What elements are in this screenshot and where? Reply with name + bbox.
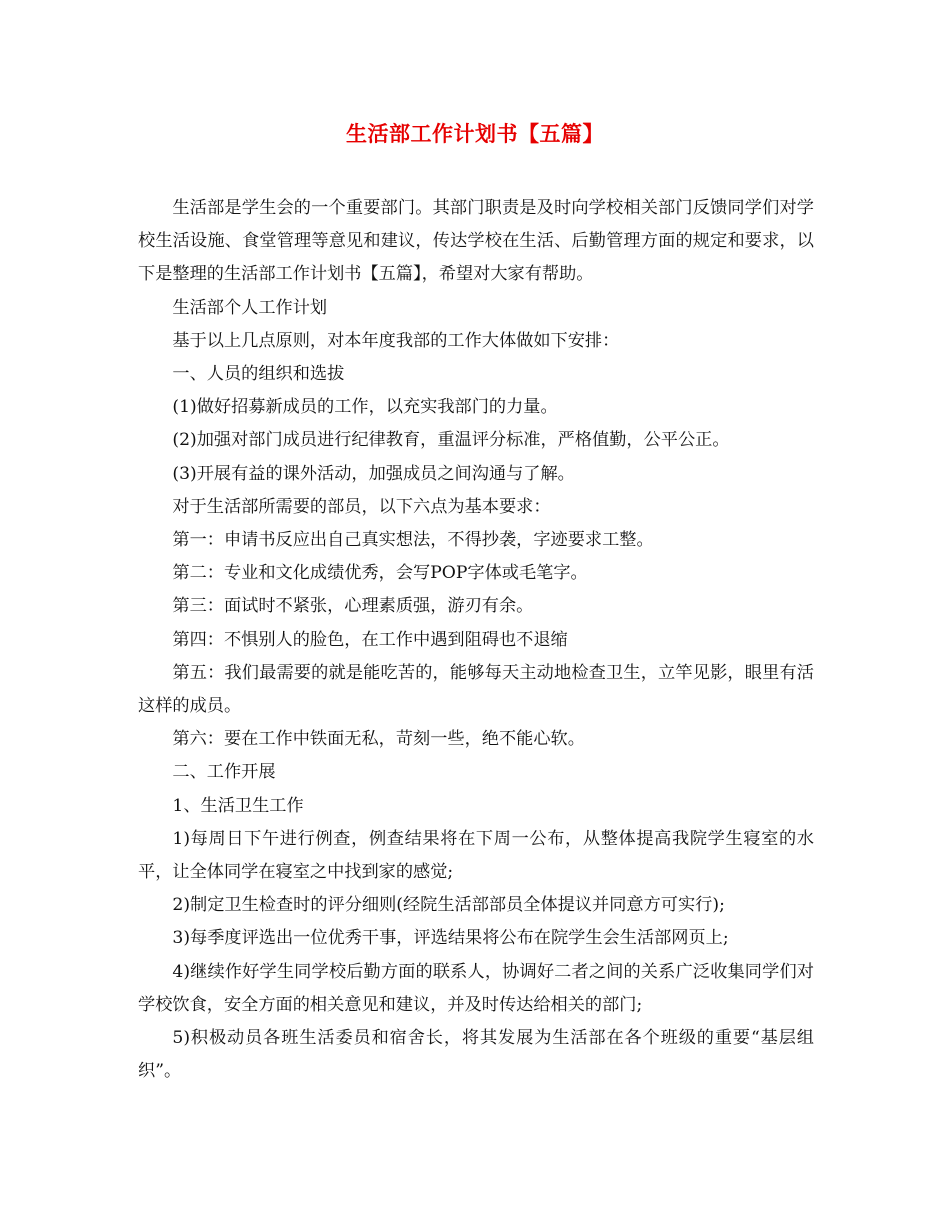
- list-item: 第三：面试时不紧张，心理素质强，游刃有余。: [172, 596, 534, 617]
- list-item: 第五：我们最需要的就是能吃苦的，能够每天主动地检查卫生，立竿见影，眼里有活这样的成员。: [138, 662, 814, 717]
- list-item: 第一：申请书反应出自己真实想法，不得抄袭，字迹要求工整。: [172, 530, 654, 551]
- section-heading: 生活部个人工作计划: [172, 297, 328, 318]
- subsection-heading: 1、生活卫生工作: [172, 795, 304, 816]
- section-heading: 二、工作开展: [172, 762, 276, 783]
- list-item: 第六：要在工作中铁面无私，苛刻一些，绝不能心软。: [172, 729, 585, 750]
- list-item: (2)加强对部门成员进行纪律教育，重温评分标准，严格值勤，公平公正。: [172, 430, 730, 451]
- list-item: 第四：不惧别人的脸色，在工作中遇到阻碍也不退缩: [172, 629, 568, 650]
- list-item: 1)每周日下午进行例查，例查结果将在下周一公布，从整体提高我院学生寝室的水平，让全体同学在寝室之中找到家的感觉;: [138, 828, 814, 883]
- document-body: [138, 192, 814, 1088]
- list-item: 第二：专业和文化成绩优秀，会写POP字体或毛笔字。: [172, 563, 588, 584]
- document-title: 生活部工作计划书【五篇】: [346, 121, 604, 146]
- list-item: (3)开展有益的课外活动，加强成员之间沟通与了解。: [172, 463, 575, 484]
- list-item: 4)继续作好学生同学校后勤方面的联系人，协调好二者之间的关系广泛收集同学们对学校饮食，安全方面的相关意见和建议，并及时传达给相关的部门;: [138, 961, 814, 1015]
- paragraph: 对于生活部所需要的部员，以下六点为基本要求：: [172, 496, 551, 517]
- list-item: 3)每季度评选出一位优秀干事，评选结果将公布在院学生会生活部网页上;: [172, 928, 729, 949]
- list-item: 2)制定卫生检查时的评分细则(经院生活部部员全体提议并同意方可实行);: [172, 895, 725, 916]
- list-item: 5)积极动员各班生活委员和宿舍长，将其发展为生活部在各个班级的重要“基层组织”。: [138, 1028, 814, 1082]
- section-heading: 一、人员的组织和选拔: [172, 364, 345, 385]
- paragraph: 生活部是学生会的一个重要部门。其部门职责是及时向学校相关部门反馈同学们对学校生活设施、食堂管理等意见和建议，传达学校在生活、后勤管理方面的规定和要求，以下是整理的生活部工作计划书【五篇】，希望对大家有帮助。: [138, 198, 814, 285]
- paragraph: 基于以上几点原则，对本年度我部的工作大体做如下安排：: [172, 330, 620, 351]
- list-item: (1)做好招募新成员的工作，以充实我部门的力量。: [172, 397, 558, 418]
